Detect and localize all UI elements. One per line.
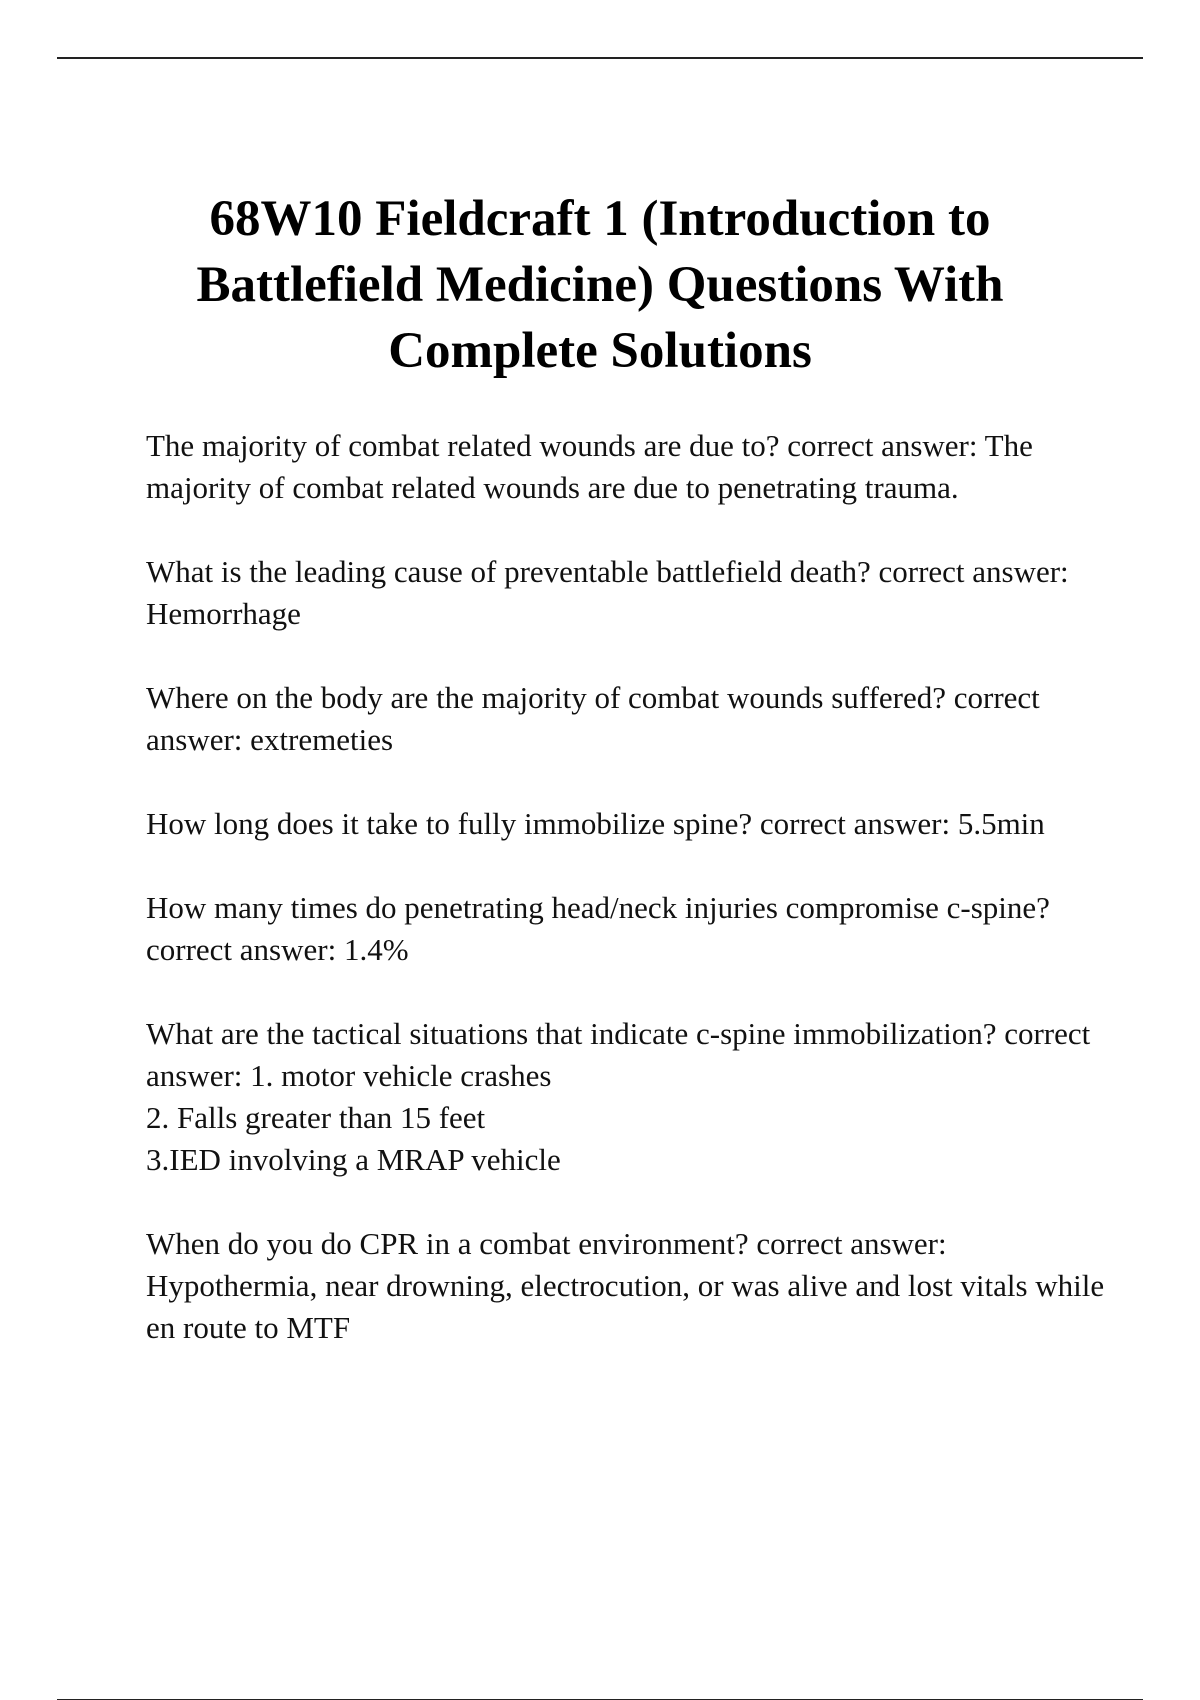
document-title: 68W10 Fieldcraft 1 (Introduction to Battlefield Medicine) Questions With Complete Solutions — [196, 191, 1004, 379]
qa-item-1: The majority of combat related wounds are due to? correct answer: The majority of combat related wounds are due to penetrating trauma. — [146, 428, 1033, 505]
top-divider — [57, 57, 1143, 59]
qa-item-4: How long does it take to fully immobilize spine? correct answer: 5.5min — [146, 806, 1045, 841]
qa-item-5: How many times do penetrating head/neck injuries compromise c-spine? correct answer: 1.4% — [146, 890, 1050, 967]
question-answer-list — [146, 425, 1106, 1391]
qa-item-2: What is the leading cause of preventable battlefield death? correct answer: Hemorrhage — [146, 554, 1069, 631]
qa-item-7: When do you do CPR in a combat environment? correct answer: Hypothermia, near drowning, electrocution, or was alive and lost vitals while en route to MTF — [146, 1226, 1105, 1345]
qa-item-3: Where on the body are the majority of combat wounds suffered? correct answer: extremeties — [146, 680, 1040, 757]
qa-item-6: What are the tactical situations that indicate c-spine immobilization? correct answer: 1. motor vehicle crashes 2. Falls greater than 15 feet 3.IED involving a MRAP vehicle — [146, 1016, 1091, 1177]
